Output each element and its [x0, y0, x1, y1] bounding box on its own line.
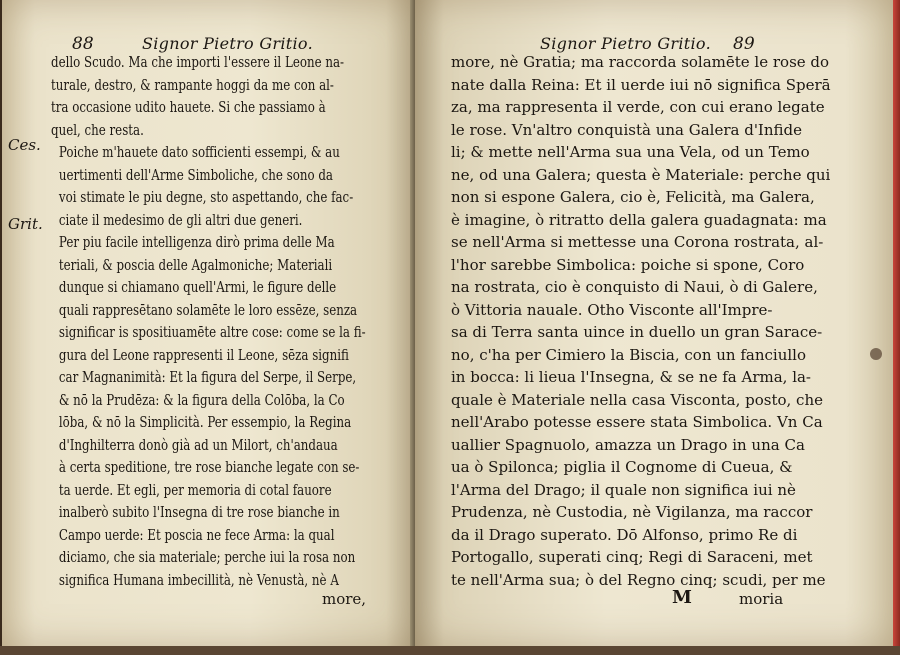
- signature-mark: M: [672, 587, 694, 608]
- text-line: tra occasione udito hauete. Si che passiamo à: [51, 98, 326, 116]
- text-line: ne, od una Galera; questa è Materiale: perche qui: [451, 165, 831, 184]
- text-line: significa Humana imbecillità, nè Venustà, nè A: [58, 570, 339, 589]
- text-line: ua ò Spilonca; piglia il Cognome di Cueua, &: [451, 458, 793, 476]
- text-line: diciamo, che sia materiale; perche iui la rosa non: [58, 548, 356, 566]
- text-line: sa di Terra santa uince in duello un gran Sarace-: [451, 323, 823, 341]
- text-line: more, nè Gratia; ma raccorda solamēte le rose do: [451, 53, 830, 71]
- catchword-right: moria: [739, 590, 784, 608]
- text-line: da il Drago superato. Dō Alfonso, primo Re di: [451, 525, 798, 544]
- text-line: te nell'Arma sua; ò del Regno cinq; scudi, per me: [451, 570, 826, 589]
- page-number-left: 88: [72, 34, 94, 54]
- left-body-text: [51, 51, 450, 591]
- text-line: dunque si chiamano quell'Armi, le figure delle: [58, 278, 337, 296]
- text-line: l'hor sarebbe Simbolica: poiche si spone, Coro: [451, 255, 805, 274]
- text-line: teriali, & poscia delle Agalmoniche; Materiali: [58, 255, 333, 274]
- text-line: li; & mette nell'Arma sua una Vela, od un Temo: [451, 143, 810, 161]
- text-line: ta uerde. Et egli, per memoria di cotal fauore: [58, 480, 332, 499]
- text-line: significar is spositiuamēte altre cose: come se la fi-: [58, 323, 366, 341]
- red-page-edge: [893, 0, 900, 655]
- text-line: turale, destro, & rampante hoggi da me con al-: [51, 75, 334, 94]
- text-line: Campo uerde: Et poscia ne fece Arma: la qual: [58, 525, 335, 544]
- text-line: le rose. Vn'altro conquistà una Galera d'Infide: [451, 120, 803, 139]
- text-line: gura del Leone rappresenti il Leone, sēza signifi: [58, 345, 349, 364]
- text-line: voi stimate le piu degne, sto aspettando, che fac-: [58, 188, 354, 206]
- text-line: d'Inghilterra donò già ad un Milort, ch'andaua: [58, 435, 338, 454]
- running-head-right: Signor Pietro Gritio.: [540, 34, 711, 53]
- text-line: Prudenza, nè Custodia, nè Vigilanza, ma raccor: [451, 503, 813, 521]
- text-line: uallier Spagnuolo, amazza un Drago in una Ca: [451, 435, 805, 454]
- text-line: nate dalla Reina: Et il uerde iui nō significa Sperā: [451, 75, 831, 94]
- text-line: ciate il medesimo de gli altri due generi.: [58, 210, 303, 229]
- text-line: na rostrata, cio è conquisto di Naui, ò di Galere,: [451, 278, 818, 296]
- catchword-left: more,: [322, 590, 367, 608]
- text-line: quel, che resta.: [51, 120, 144, 139]
- text-line: car Magnanimità: Et la figura del Serpe, il Serpe,: [58, 368, 357, 386]
- text-line: quale è Materiale nella casa Visconta, posto, che: [451, 390, 823, 409]
- text-line: Per piu facile intelligenza dirò prima delle Ma: [58, 233, 335, 251]
- page-number-right: 89: [733, 34, 755, 54]
- text-line: no, c'ha per Cimiero la Biscia, con un fanciullo: [451, 345, 806, 364]
- right-page: [415, 0, 893, 648]
- text-line: quali rappresētano solamēte le loro essēze, senza: [58, 300, 358, 319]
- text-line: dello Scudo. Ma che importi l'essere il Leone na-: [51, 53, 345, 71]
- left-page: [2, 0, 415, 648]
- text-line: se nell'Arma si mettesse una Corona rostrata, al-: [451, 233, 824, 251]
- text-line: uertimenti dell'Arme Simboliche, che sono da: [58, 165, 333, 184]
- text-line: Portogallo, superati cinq; Regi di Saraceni, met: [451, 548, 813, 566]
- ink-blot: [870, 348, 882, 360]
- text-line: à certa speditione, tre rose bianche legate con se-: [58, 458, 360, 476]
- text-line: Poiche m'hauete dato sofficienti essempi, & au: [58, 143, 340, 161]
- text-line: za, ma rappresenta il verde, con cui erano legate: [451, 98, 825, 116]
- text-line: inalberò subito l'Insegna di tre rose bianche in: [58, 503, 340, 521]
- text-line: in bocca: li lieua l'Insegna, & se ne fa Arma, la-: [451, 368, 811, 386]
- speaker-grit: Grit.: [8, 215, 43, 233]
- speaker-ces: Ces.: [8, 136, 41, 154]
- text-line: l'Arma del Drago; il quale non significa iui nè: [451, 480, 796, 499]
- running-head-left: Signor Pietro Gritio.: [142, 34, 313, 53]
- table-surface: [0, 646, 900, 655]
- text-line: nell'Arabo potesse essere stata Simbolica. Vn Ca: [451, 413, 823, 431]
- text-line: & nō la Prudēza: & la figura della Colōba, la Co: [58, 390, 345, 409]
- text-line: è imagine, ò ritratto della galera guadagnata: ma: [451, 210, 827, 229]
- right-body-text: [451, 51, 831, 591]
- text-line: lōba, & nō la Simplicità. Per essempio, la Regina: [58, 413, 352, 431]
- text-line: ò Vittoria nauale. Otho Visconte all'Impre-: [451, 300, 773, 319]
- text-line: non si espone Galera, cio è, Felicità, ma Galera,: [451, 188, 815, 206]
